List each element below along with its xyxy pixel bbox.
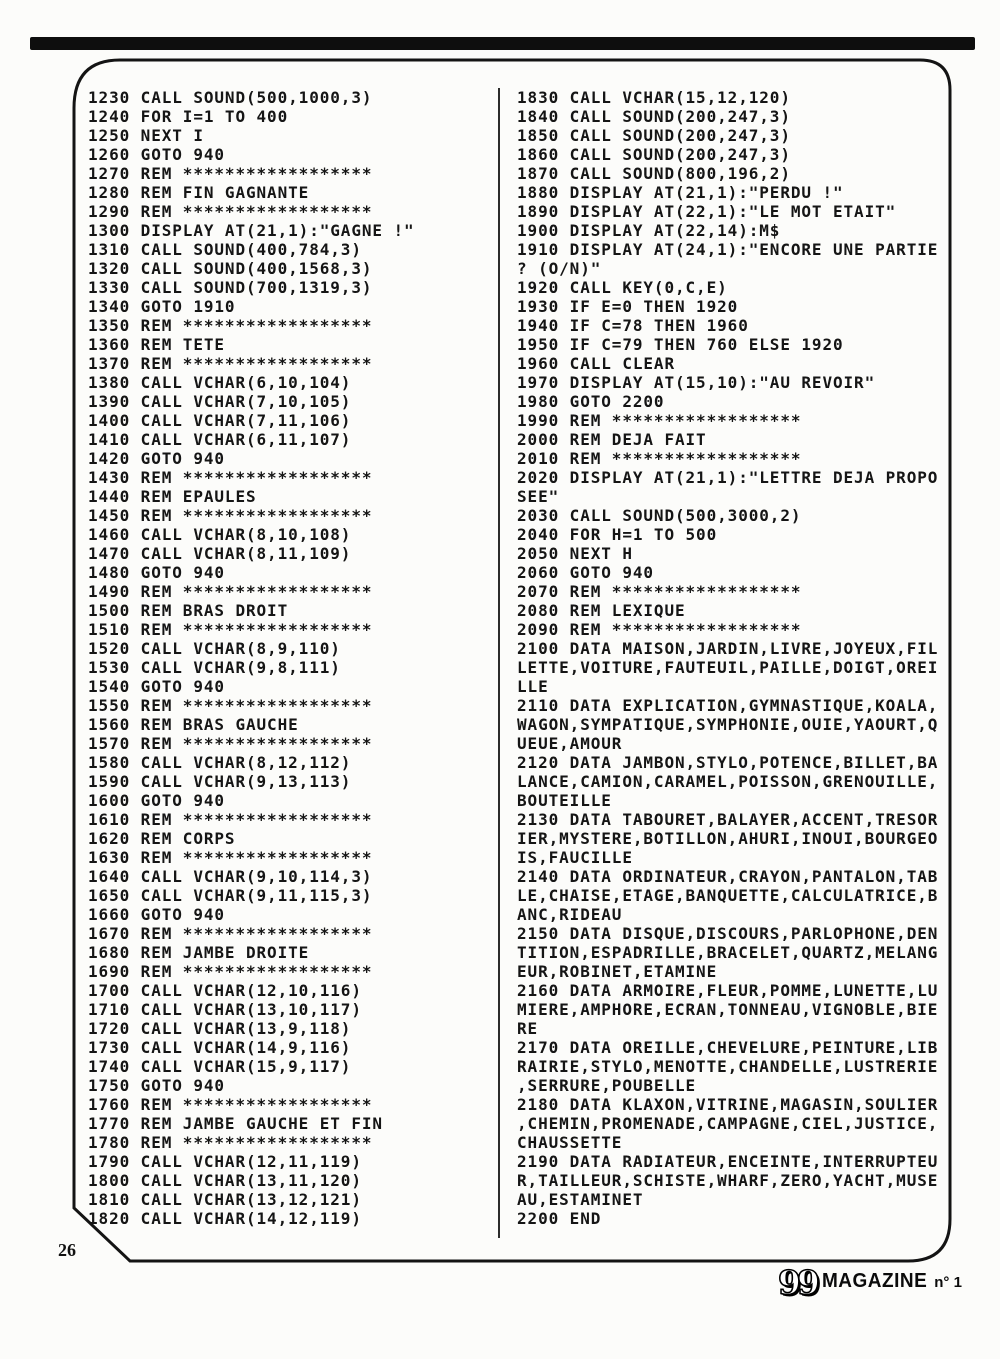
code-line: 1610 REM ****************** (88, 810, 373, 829)
code-line: 2150 DATA DISQUE,DISCOURS,PARLOPHONE,DEN (517, 924, 939, 943)
code-line: 1980 GOTO 2200 (517, 392, 665, 411)
code-line: ANC,RIDEAU (517, 905, 623, 924)
code-line: 1420 GOTO 940 (88, 449, 225, 468)
code-line: 2060 GOTO 940 (517, 563, 654, 582)
code-line: ,SERRURE,POUBELLE (517, 1076, 697, 1095)
code-line: 1480 GOTO 940 (88, 563, 225, 582)
code-line: TITION,ESPADRILLE,BRACELET,QUARTZ,MELANG (517, 943, 939, 962)
code-line: 1720 CALL VCHAR(13,9,118) (88, 1019, 352, 1038)
code-line: 1500 REM BRAS DROIT (88, 601, 289, 620)
code-line: LLE (517, 677, 549, 696)
code-line: AU,ESTAMINET (517, 1190, 644, 1209)
code-line: 1890 DISPLAY AT(22,1):"LE MOT ETAIT" (517, 202, 897, 221)
code-line: 1800 CALL VCHAR(13,11,120) (88, 1171, 362, 1190)
code-line: SEE" (517, 487, 560, 506)
code-line: MIERE,AMPHORE,ECRAN,TONNEAU,VIGNOBLE,BIE (517, 1000, 939, 1019)
code-line: 1290 REM ****************** (88, 202, 373, 221)
code-line: 1910 DISPLAY AT(24,1):"ENCORE UNE PARTIE (517, 240, 939, 259)
code-line: 1230 CALL SOUND(500,1000,3) (88, 88, 373, 107)
code-line: ,CHEMIN,PROMENADE,CAMPAGNE,CIEL,JUSTICE, (517, 1114, 939, 1133)
code-line: 1360 REM TETE (88, 335, 225, 354)
code-column-right (517, 88, 938, 1228)
code-line: 1450 REM ****************** (88, 506, 373, 525)
code-line: IS,FAUCILLE (517, 848, 633, 867)
code-line: 1970 DISPLAY AT(15,10):"AU REVOIR" (517, 373, 876, 392)
code-line: 1900 DISPLAY AT(22,14):M$ (517, 221, 781, 240)
code-line: 2190 DATA RADIATEUR,ENCEINTE,INTERRUPTEU (517, 1152, 939, 1171)
code-line: 1260 GOTO 940 (88, 145, 225, 164)
code-line: 2100 DATA MAISON,JARDIN,LIVRE,JOYEUX,FIL (517, 639, 939, 658)
code-line: 1950 IF C=79 THEN 760 ELSE 1920 (517, 335, 844, 354)
code-line: 2120 DATA JAMBON,STYLO,POTENCE,BILLET,BA (517, 753, 939, 772)
code-line: 1490 REM ****************** (88, 582, 373, 601)
code-line: 1780 REM ****************** (88, 1133, 373, 1152)
code-line: 1850 CALL SOUND(200,247,3) (517, 126, 791, 145)
code-line: 1690 REM ****************** (88, 962, 373, 981)
code-line: 1710 CALL VCHAR(13,10,117) (88, 1000, 362, 1019)
code-line: 1670 REM ****************** (88, 924, 373, 943)
code-line: 1880 DISPLAY AT(21,1):"PERDU !" (517, 183, 844, 202)
code-line: 1620 REM CORPS (88, 829, 236, 848)
code-line: 2040 FOR H=1 TO 500 (517, 525, 718, 544)
code-line: 1580 CALL VCHAR(8,12,112) (88, 753, 352, 772)
code-line: 2000 REM DEJA FAIT (517, 430, 707, 449)
magazine-logo (778, 1262, 962, 1302)
code-line: 1300 DISPLAY AT(21,1):"GAGNE !" (88, 221, 415, 240)
code-line: 2140 DATA ORDINATEUR,CRAYON,PANTALON,TAB (517, 867, 939, 886)
code-line: EUR,ROBINET,ETAMINE (517, 962, 718, 981)
code-line: 1560 REM BRAS GAUCHE (88, 715, 299, 734)
code-line: 1340 GOTO 1910 (88, 297, 236, 316)
code-line: 2080 REM LEXIQUE (517, 601, 686, 620)
code-line: 1270 REM ****************** (88, 164, 373, 183)
code-line: 2110 DATA EXPLICATION,GYMNASTIQUE,KOALA, (517, 696, 939, 715)
code-line: 1330 CALL SOUND(700,1319,3) (88, 278, 373, 297)
code-line: 2200 END (517, 1209, 602, 1228)
code-line: 2090 REM ****************** (517, 620, 802, 639)
logo-99-numerals: 99 (778, 1262, 816, 1302)
code-line: 1320 CALL SOUND(400,1568,3) (88, 259, 373, 278)
code-line: LETTE,VOITURE,FAUTEUIL,PAILLE,DOIGT,OREI (517, 658, 939, 677)
code-line: 2030 CALL SOUND(500,3000,2) (517, 506, 802, 525)
code-line: 1250 NEXT I (88, 126, 204, 145)
code-line: 2020 DISPLAY AT(21,1):"LETTRE DEJA PROPO (517, 468, 939, 487)
code-line: 2170 DATA OREILLE,CHEVELURE,PEINTURE,LIB (517, 1038, 939, 1057)
code-line: 1370 REM ****************** (88, 354, 373, 373)
code-line: R,TAILLEUR,SCHISTE,WHARF,ZERO,YACHT,MUSE (517, 1171, 939, 1190)
top-rule (30, 37, 975, 50)
code-line: 1630 REM ****************** (88, 848, 373, 867)
code-line: WAGON,SYMPATIQUE,SYMPHONIE,OUIE,YAOURT,Q (517, 715, 939, 734)
code-line: 2130 DATA TABOURET,BALAYER,ACCENT,TRESOR (517, 810, 939, 829)
code-line: 1590 CALL VCHAR(9,13,113) (88, 772, 352, 791)
code-line: 1520 CALL VCHAR(8,9,110) (88, 639, 341, 658)
code-line: 1530 CALL VCHAR(9,8,111) (88, 658, 341, 677)
code-line: LE,CHAISE,ETAGE,BANQUETTE,CALCULATRICE,B (517, 886, 939, 905)
code-line: 1830 CALL VCHAR(15,12,120) (517, 88, 791, 107)
code-line: 1380 CALL VCHAR(6,10,104) (88, 373, 352, 392)
code-line: 1820 CALL VCHAR(14,12,119) (88, 1209, 362, 1228)
logo-issue-number: n° 1 (934, 1273, 962, 1291)
code-line: 1810 CALL VCHAR(13,12,121) (88, 1190, 362, 1209)
code-line: 1390 CALL VCHAR(7,10,105) (88, 392, 352, 411)
code-line: 1930 IF E=0 THEN 1920 (517, 297, 739, 316)
code-line: 1350 REM ****************** (88, 316, 373, 335)
code-line: 1240 FOR I=1 TO 400 (88, 107, 289, 126)
code-line: 1750 GOTO 940 (88, 1076, 225, 1095)
code-line: 1770 REM JAMBE GAUCHE ET FIN (88, 1114, 383, 1133)
code-line: 1510 REM ****************** (88, 620, 373, 639)
code-line: 1870 CALL SOUND(800,196,2) (517, 164, 791, 183)
code-line: 2070 REM ****************** (517, 582, 802, 601)
code-line: 1280 REM FIN GAGNANTE (88, 183, 310, 202)
code-line: 1840 CALL SOUND(200,247,3) (517, 107, 791, 126)
code-line: 2010 REM ****************** (517, 449, 802, 468)
code-line: 2050 NEXT H (517, 544, 633, 563)
code-line: ? (O/N)" (517, 259, 602, 278)
code-line: 1430 REM ****************** (88, 468, 373, 487)
logo-magazine-text: MAGAZINE (821, 1270, 928, 1293)
code-line: 1600 GOTO 940 (88, 791, 225, 810)
code-line: 1960 CALL CLEAR (517, 354, 675, 373)
code-line: RAIRIE,STYLO,MENOTTE,CHANDELLE,LUSTRERIE (517, 1057, 939, 1076)
code-line: 1570 REM ****************** (88, 734, 373, 753)
code-line: 1860 CALL SOUND(200,247,3) (517, 145, 791, 164)
code-line: 1310 CALL SOUND(400,784,3) (88, 240, 362, 259)
code-line: 1550 REM ****************** (88, 696, 373, 715)
code-line: 1470 CALL VCHAR(8,11,109) (88, 544, 352, 563)
code-line: 1540 GOTO 940 (88, 677, 225, 696)
code-line: 1650 CALL VCHAR(9,11,115,3) (88, 886, 373, 905)
code-line: BOUTEILLE (517, 791, 612, 810)
code-line: 1460 CALL VCHAR(8,10,108) (88, 525, 352, 544)
code-line: 1660 GOTO 940 (88, 905, 225, 924)
code-line: 1730 CALL VCHAR(14,9,116) (88, 1038, 352, 1057)
code-line: RE (517, 1019, 539, 1038)
code-line: 1760 REM ****************** (88, 1095, 373, 1114)
code-line: LANCE,CAMION,CARAMEL,POISSON,GRENOUILLE, (517, 772, 939, 791)
code-line: 1640 CALL VCHAR(9,10,114,3) (88, 867, 373, 886)
code-line: 1680 REM JAMBE DROITE (88, 943, 310, 962)
code-line: 1990 REM ****************** (517, 411, 802, 430)
code-line: 1920 CALL KEY(0,C,E) (517, 278, 728, 297)
code-line: 1410 CALL VCHAR(6,11,107) (88, 430, 352, 449)
code-line: 2180 DATA KLAXON,VITRINE,MAGASIN,SOULIER (517, 1095, 939, 1114)
page-number: 26 (58, 1240, 76, 1260)
code-line: UEUE,AMOUR (517, 734, 623, 753)
code-line: 1440 REM EPAULES (88, 487, 257, 506)
code-line: CHAUSSETTE (517, 1133, 623, 1152)
code-line: IER,MYSTERE,BOTILLON,AHURI,INOUI,BOURGEO (517, 829, 939, 848)
code-line: 1790 CALL VCHAR(12,11,119) (88, 1152, 362, 1171)
code-line: 1940 IF C=78 THEN 1960 (517, 316, 749, 335)
code-line: 1740 CALL VCHAR(15,9,117) (88, 1057, 352, 1076)
code-line: 1400 CALL VCHAR(7,11,106) (88, 411, 352, 430)
code-column-left (88, 88, 415, 1228)
code-line: 1700 CALL VCHAR(12,10,116) (88, 981, 362, 1000)
code-line: 2160 DATA ARMOIRE,FLEUR,POMME,LUNETTE,LU (517, 981, 939, 1000)
